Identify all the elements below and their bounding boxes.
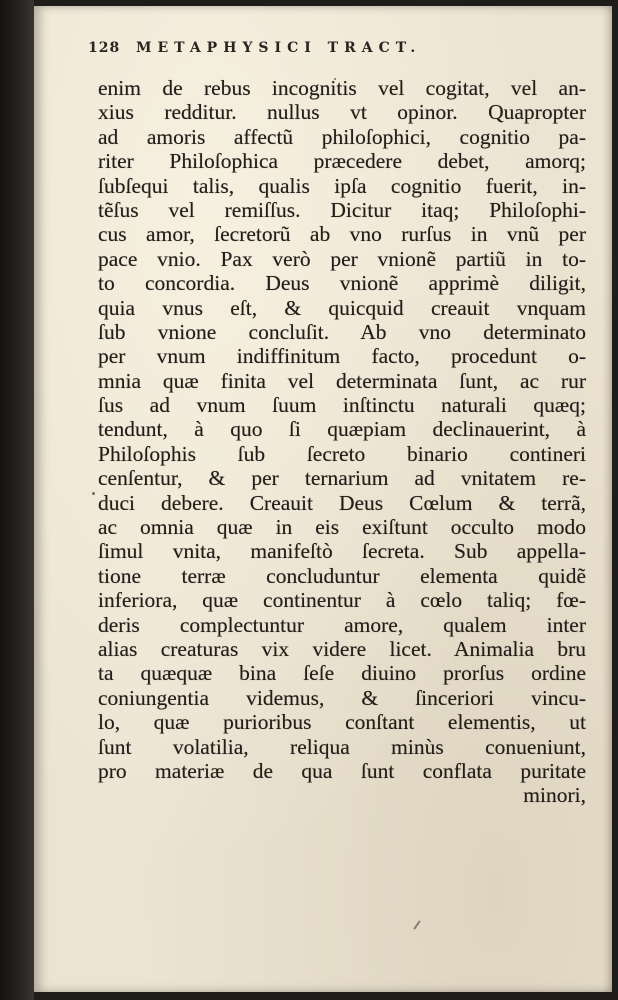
text-line: ſubſequi talis, qualis ipſa cognitio fuerit, in- bbox=[98, 173, 586, 198]
text-line: cenſentur, & per ternarium ad vnitatem re- bbox=[98, 466, 586, 491]
text-line: deris complectuntur amore, qualem inter bbox=[98, 612, 586, 637]
running-head: METAPHYSICI TRACT. bbox=[136, 40, 422, 56]
text-line: inferiora, quæ continentur à cœlo taliq; fœ- bbox=[98, 588, 586, 613]
text-line: enim de rebus incognitis vel cogitat, vel an- bbox=[98, 76, 586, 100]
text-line: tẽſus vel remiſſus. Dicitur itaq; Philoſophi- bbox=[98, 197, 586, 222]
text-line: lo, quæ purioribus conſtant elementis, ut bbox=[98, 710, 586, 735]
text-line: quia vnus eſt, & quicquid creauit vnquam bbox=[98, 295, 586, 320]
text-line: ſimul vnita, manifeſtò ſecreta. Sub appella- bbox=[98, 539, 586, 564]
text-line: xius redditur. nullus vt opinor. Quapropter bbox=[98, 100, 586, 125]
text-line: pace vnio. Pax verò per vnionẽ partiũ in to- bbox=[98, 246, 586, 271]
text-line: tendunt, à quo ſi quæpiam declinauerint, à bbox=[98, 417, 586, 442]
text-line: coniungentia videmus, & ſinceriori vincu- bbox=[98, 685, 586, 710]
text-line: alias creaturas vix videre licet. Animalia bru bbox=[98, 636, 586, 661]
page-header bbox=[88, 40, 508, 66]
text-line: ac omnia quæ in eis exiſtunt occulto modo bbox=[98, 515, 586, 540]
text-line: Philoſophis ſub ſecreto binario contineri bbox=[98, 441, 586, 466]
text-line: ad amoris affectũ philoſophici, cognitio pa- bbox=[98, 124, 586, 149]
text-line: per vnum indiffinitum facto, procedunt o- bbox=[98, 344, 586, 369]
page-number: 128 bbox=[88, 40, 121, 56]
text-line: ta quæquæ bina ſeſe diuino prorſus ordine bbox=[98, 661, 586, 686]
text-line: pro materiæ de qua ſunt conflata puritate bbox=[98, 758, 586, 783]
ink-stroke bbox=[413, 920, 420, 929]
text-line: duci debere. Creauit Deus Cœlum & terrã, bbox=[98, 490, 586, 515]
text-line: to concordia. Deus vnionẽ apprimè diligit, bbox=[98, 271, 586, 296]
text-line: tione terræ concluduntur elementa quidẽ bbox=[98, 563, 586, 588]
book-gutter bbox=[0, 0, 34, 1000]
body-text bbox=[98, 76, 586, 808]
catchword: minori, bbox=[523, 783, 586, 808]
text-line: riter Philoſophica præcedere debet, amorq; bbox=[98, 149, 586, 174]
text-line: ſunt volatilia, reliqua minùs conueniunt, bbox=[98, 734, 586, 759]
text-line: ſub vnione concluſit. Ab vno determinato bbox=[98, 319, 586, 344]
ink-speck bbox=[92, 492, 95, 495]
text-line: mnia quæ finita vel determinata ſunt, ac rur bbox=[98, 368, 586, 393]
text-line: ſus ad vnum ſuum inſtinctu naturali quæq; bbox=[98, 393, 586, 418]
text-line: cus amor, ſecretorũ ab vno rurſus in vnũ per bbox=[98, 222, 586, 247]
